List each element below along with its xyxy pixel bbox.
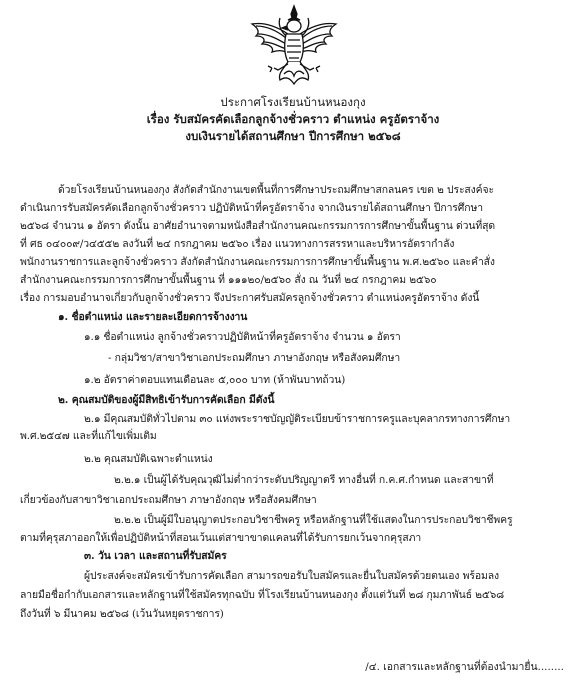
section-2-item-2-1-line-1: ๒.๒.๑ เป็นผู้ได้รับคุณวุฒิไม่ต่ำกว่าระดับปริญญาตรี ทางอื่นที่ ก.ค.ศ.กำหนด และสาขาที่ xyxy=(114,474,494,486)
section-1-item-1: ๑.๑ ชื่อตำแหน่ง ลูกจ้างชั่วคราวปฏิบัติหน้าที่ครูอัตราจ้าง จำนวน ๑ อัตรา xyxy=(84,331,401,343)
section-2-item-1-line-1: ๒.๑ มีคุณสมบัติทั่วไปตาม ๓๐ แห่งพระราชบัญญัติระเบียบข้าราชการครูและบุคลากรทางการศึกษา xyxy=(84,413,511,425)
section-1-item-1-sub: - กลุ่มวิชา/สาขาวิชาเอกประถมศึกษา ภาษาอังกฤษ หรือสังคมศึกษา xyxy=(108,352,401,364)
section-2-heading: ๒. คุณสมบัติของผู้มีสิทธิเข้ารับการคัดเลือก มีดังนี้ xyxy=(58,394,275,406)
section-2-item-2-2-line-2: ตามที่คุรุสภาออกให้เพื่อปฏิบัติหน้าที่สอนเว้นแต่สาขาขาดแคลนที่ได้รับการยกเว้นจากคุรุสภา xyxy=(20,532,422,544)
section-3-heading: ๓. วัน เวลา และสถานที่รับสมัคร xyxy=(84,550,227,562)
intro-line-4: ที่ ศธ ๐๔๐๐๙/ว๔๕๕๒ ลงวันที่ ๒๔ กรกฎาคม ๒๕๖๐ เรื่อง แนวทางการสรรหาและบริหารอัตรากำลัง xyxy=(20,238,455,250)
section-1-item-2: ๑.๒ อัตราค่าตอบแทนเดือนละ ๕,๐๐๐ บาท (ห้าพันบาทถ้วน) xyxy=(84,374,346,386)
section-2-item-2-2-line-1: ๒.๒.๒ เป็นผู้มีใบอนุญาตประกอบวิชาชีพครู หรือหลักฐานที่ใช้แสดงในการประกอบวิชาชีพครู xyxy=(114,514,513,526)
intro-line-2: ดำเนินการรับสมัครคัดเลือกลูกจ้างชั่วคราว ปฏิบัติหน้าที่ครูอัตราจ้าง จากเงินรายได้สถานศึกษา ปีการศึกษา xyxy=(20,202,483,214)
intro-line-1: ด้วยโรงเรียนบ้านหนองกุง สังกัดสำนักงานเขตพื้นที่การศึกษาประถมศึกษาสกลนคร เขต ๒ ประสงค์จะ xyxy=(58,184,494,196)
section-2-item-2-1-line-2: เกี่ยวข้องกับสาขาวิชาเอกประถมศึกษา ภาษาอังกฤษ หรือสังคมศึกษา xyxy=(20,494,317,506)
intro-line-5: พนักงานราชการและลูกจ้างชั่วคราว สังกัดสำนักงานคณะกรรมการการศึกษาขั้นพื้นฐาน พ.ศ.๒๕๖๐ และคำสั่ง xyxy=(20,256,495,268)
intro-line-6: สำนักงานคณะกรรมการการศึกษาขั้นพื้นฐาน ที่ ๑๑๑๒๐/๒๕๖๐ สั่ง ณ วันที่ ๒๔ กรกฎาคม ๒๕๖๐ xyxy=(20,274,437,286)
section-2-item-1-line-2: พ.ศ.๒๕๔๗ และที่แก้ไขเพิ่มเติม xyxy=(20,430,157,442)
section-3-line-3: ถึงวันที่ ๖ มีนาคม ๒๕๖๘ (เว้นวันหยุดราชการ) xyxy=(20,608,224,620)
intro-line-7: เรื่อง การมอบอำนาจเกี่ยวกับลูกจ้างชั่วคราว จึงประกาศรับสมัครลูกจ้างชั่วคราว ตำแหน่งครูอัตราจ้าง ดังนี้ xyxy=(20,292,480,304)
announcement-budget: งบเงินรายได้สถานศึกษา ปีการศึกษา ๒๕๖๘ xyxy=(185,129,401,143)
continuation-note: /๔. เอกสารและหลักฐานที่ต้องนำมายื่น........ xyxy=(365,661,564,673)
announcement-title: ประกาศโรงเรียนบ้านหนองกุง xyxy=(220,95,366,109)
announcement-subject: เรื่อง รับสมัครคัดเลือกลูกจ้างชั่วคราว ตำแหน่ง ครูอัตราจ้าง xyxy=(146,112,440,126)
section-3-line-1: ผู้ประสงค์จะสมัครเข้ารับการคัดเลือก สามารถขอรับใบสมัครและยื่นใบสมัครด้วยตนเอง พร้อมลง xyxy=(84,570,499,582)
garuda-emblem-icon xyxy=(248,4,340,90)
section-3-line-2: ลายมือชื่อกำกับเอกสารและหลักฐานที่ใช้สมัครทุกฉบับ ที่โรงเรียนบ้านหนองกุง ตั้งแต่วันที่ ๒๘ กุมภาพันธ์ ๒๕๖๘ xyxy=(20,589,505,601)
intro-line-3: ๒๕๖๘ จำนวน ๑ อัตรา ดังนั้น อาศัยอำนาจตามหนังสือสำนักงานคณะกรรมการการศึกษาขั้นพื้นฐาน ด่วนที่สุด xyxy=(20,220,496,232)
section-2-item-2: ๒.๒ คุณสมบัติเฉพาะตำแหน่ง xyxy=(84,453,213,465)
section-1-heading: ๑. ชื่อตำแหน่ง และรายละเอียดการจ้างงาน xyxy=(58,311,248,323)
